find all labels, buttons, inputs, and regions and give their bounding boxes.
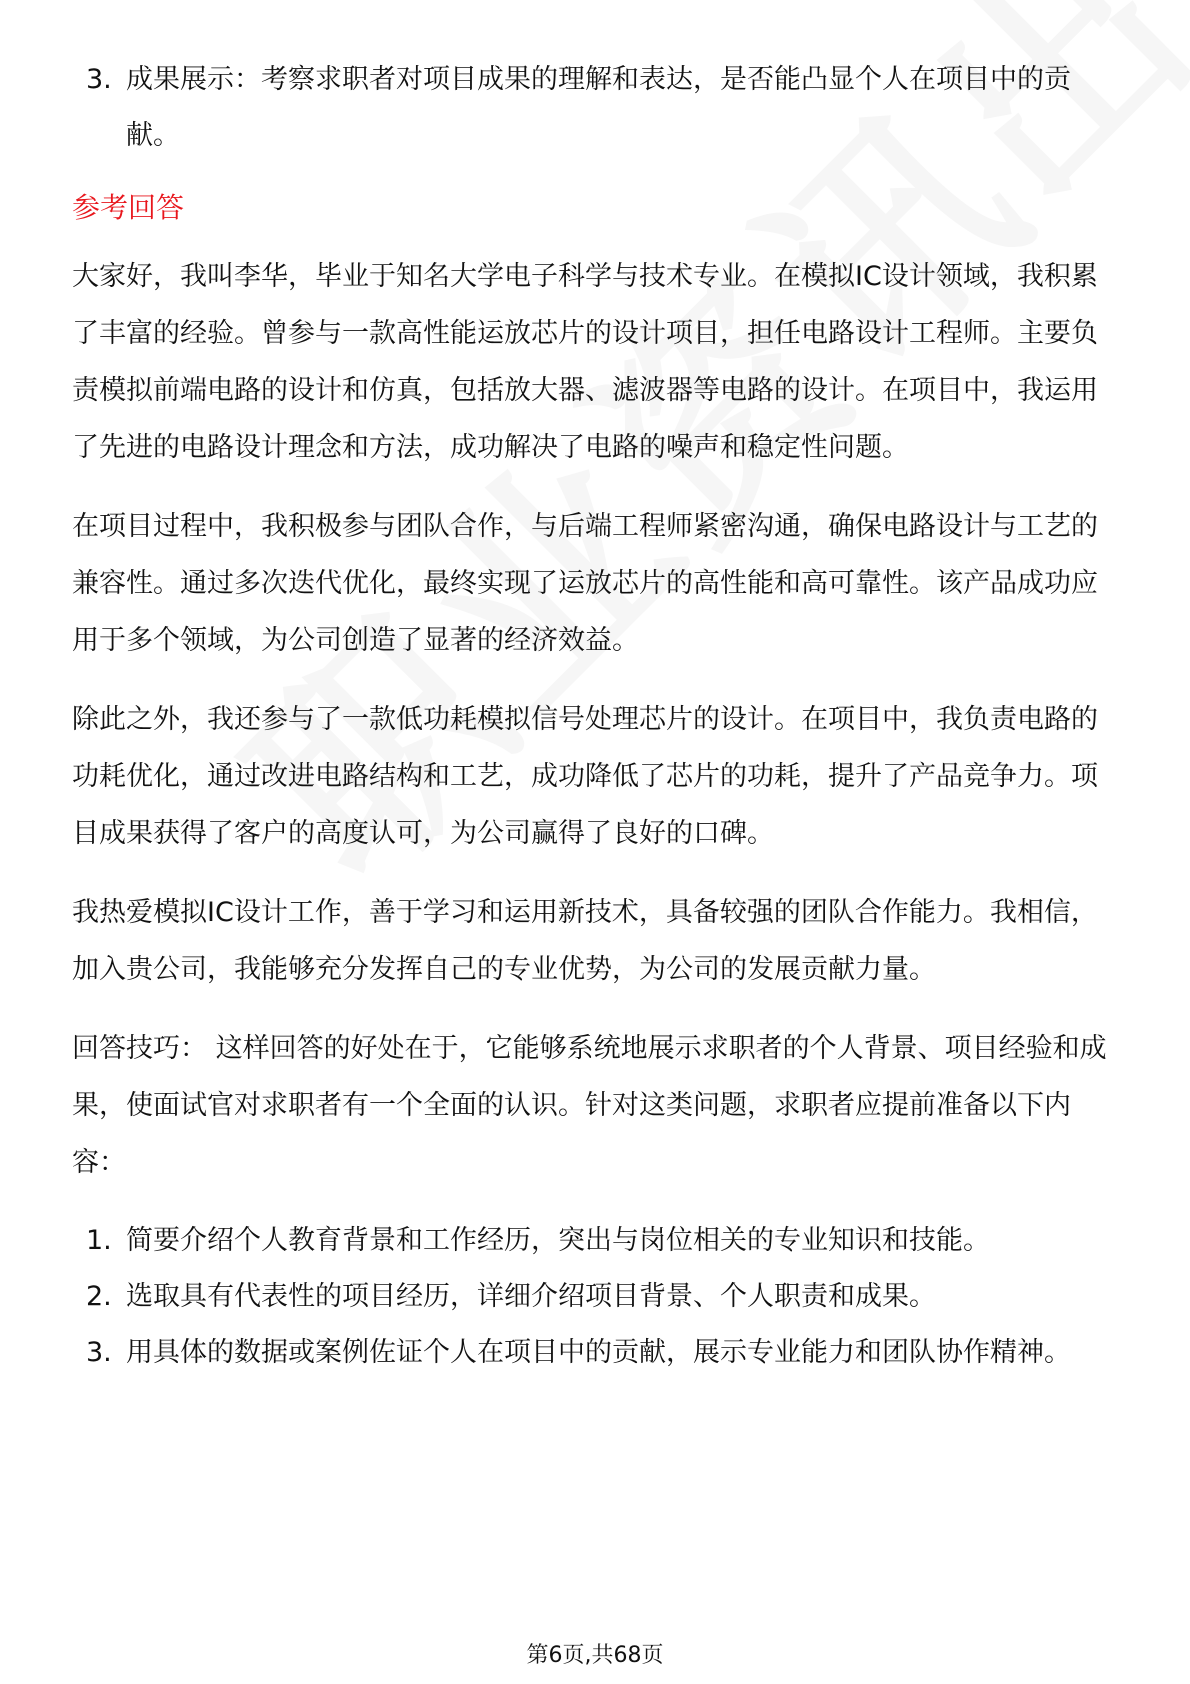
criteria-list bbox=[72, 52, 1122, 164]
section-heading: 参考回答 bbox=[72, 191, 185, 224]
list-text: 简要介绍个人教育背景和工作经历，突出与岗位相关的专业知识和技能。 bbox=[126, 1225, 990, 1256]
answer-paragraph-4: 我热爱模拟IC设计工作，善于学习和运用新技术，具备较强的团队合作能力。我相信，加入贵公司，我能够充分发挥自己的专业优势，为公司的发展贡献力量。 bbox=[72, 897, 1098, 985]
list-number: 2. bbox=[86, 1281, 112, 1312]
answer-paragraph-2: 在项目过程中，我积极参与团队合作，与后端工程师紧密沟通，确保电路设计与工艺的兼容性。通过多次迭代优化，最终实现了运放芯片的高性能和高可靠性。该产品成功应用于多个领域，为公司创造了显著的经济效益。 bbox=[72, 511, 1098, 656]
page-footer: 第6页,共68页 bbox=[526, 1643, 664, 1668]
list-number: 3. bbox=[86, 64, 112, 95]
list-item bbox=[72, 1269, 1122, 1325]
list-text: 用具体的数据或案例佐证个人在项目中的贡献，展示专业能力和团队协作精神。 bbox=[126, 1337, 1071, 1368]
list-item bbox=[72, 1213, 1122, 1269]
list-text: 选取具有代表性的项目经历，详细介绍项目背景、个人职责和成果。 bbox=[126, 1281, 936, 1312]
list-number: 1. bbox=[86, 1225, 112, 1256]
answer-paragraph-3: 除此之外，我还参与了一款低功耗模拟信号处理芯片的设计。在项目中，我负责电路的功耗优化，通过改进电路结构和工艺，成功降低了芯片的功耗，提升了产品竞争力。项目成果获得了客户的高度认可，为公司赢得了良好的口碑。 bbox=[72, 704, 1098, 849]
list-number: 3. bbox=[86, 1337, 112, 1368]
document-body bbox=[72, 52, 1122, 1381]
list-item bbox=[72, 1325, 1122, 1381]
answer-paragraph-1: 大家好，我叫李华，毕业于知名大学电子科学与技术专业。在模拟IC设计领域，我积累了丰富的经验。曾参与一款高性能运放芯片的设计项目，担任电路设计工程师。主要负责模拟前端电路的设计和仿真，包括放大器、滤波器等电路的设计。在项目中，我运用了先进的电路设计理念和方法，成功解决了电路的噪声和稳定性问题。 bbox=[72, 261, 1098, 463]
list-item bbox=[72, 52, 1122, 164]
tips-list bbox=[72, 1213, 1122, 1381]
list-text: 成果展示：考察求职者对项目成果的理解和表达，是否能凸显个人在项目中的贡献。 bbox=[126, 64, 1071, 151]
tips-intro-paragraph: 回答技巧： 这样回答的好处在于，它能够系统地展示求职者的个人背景、项目经验和成果，使面试官对求职者有一个全面的认识。针对这类问题，求职者应提前准备以下内容： bbox=[72, 1033, 1107, 1178]
